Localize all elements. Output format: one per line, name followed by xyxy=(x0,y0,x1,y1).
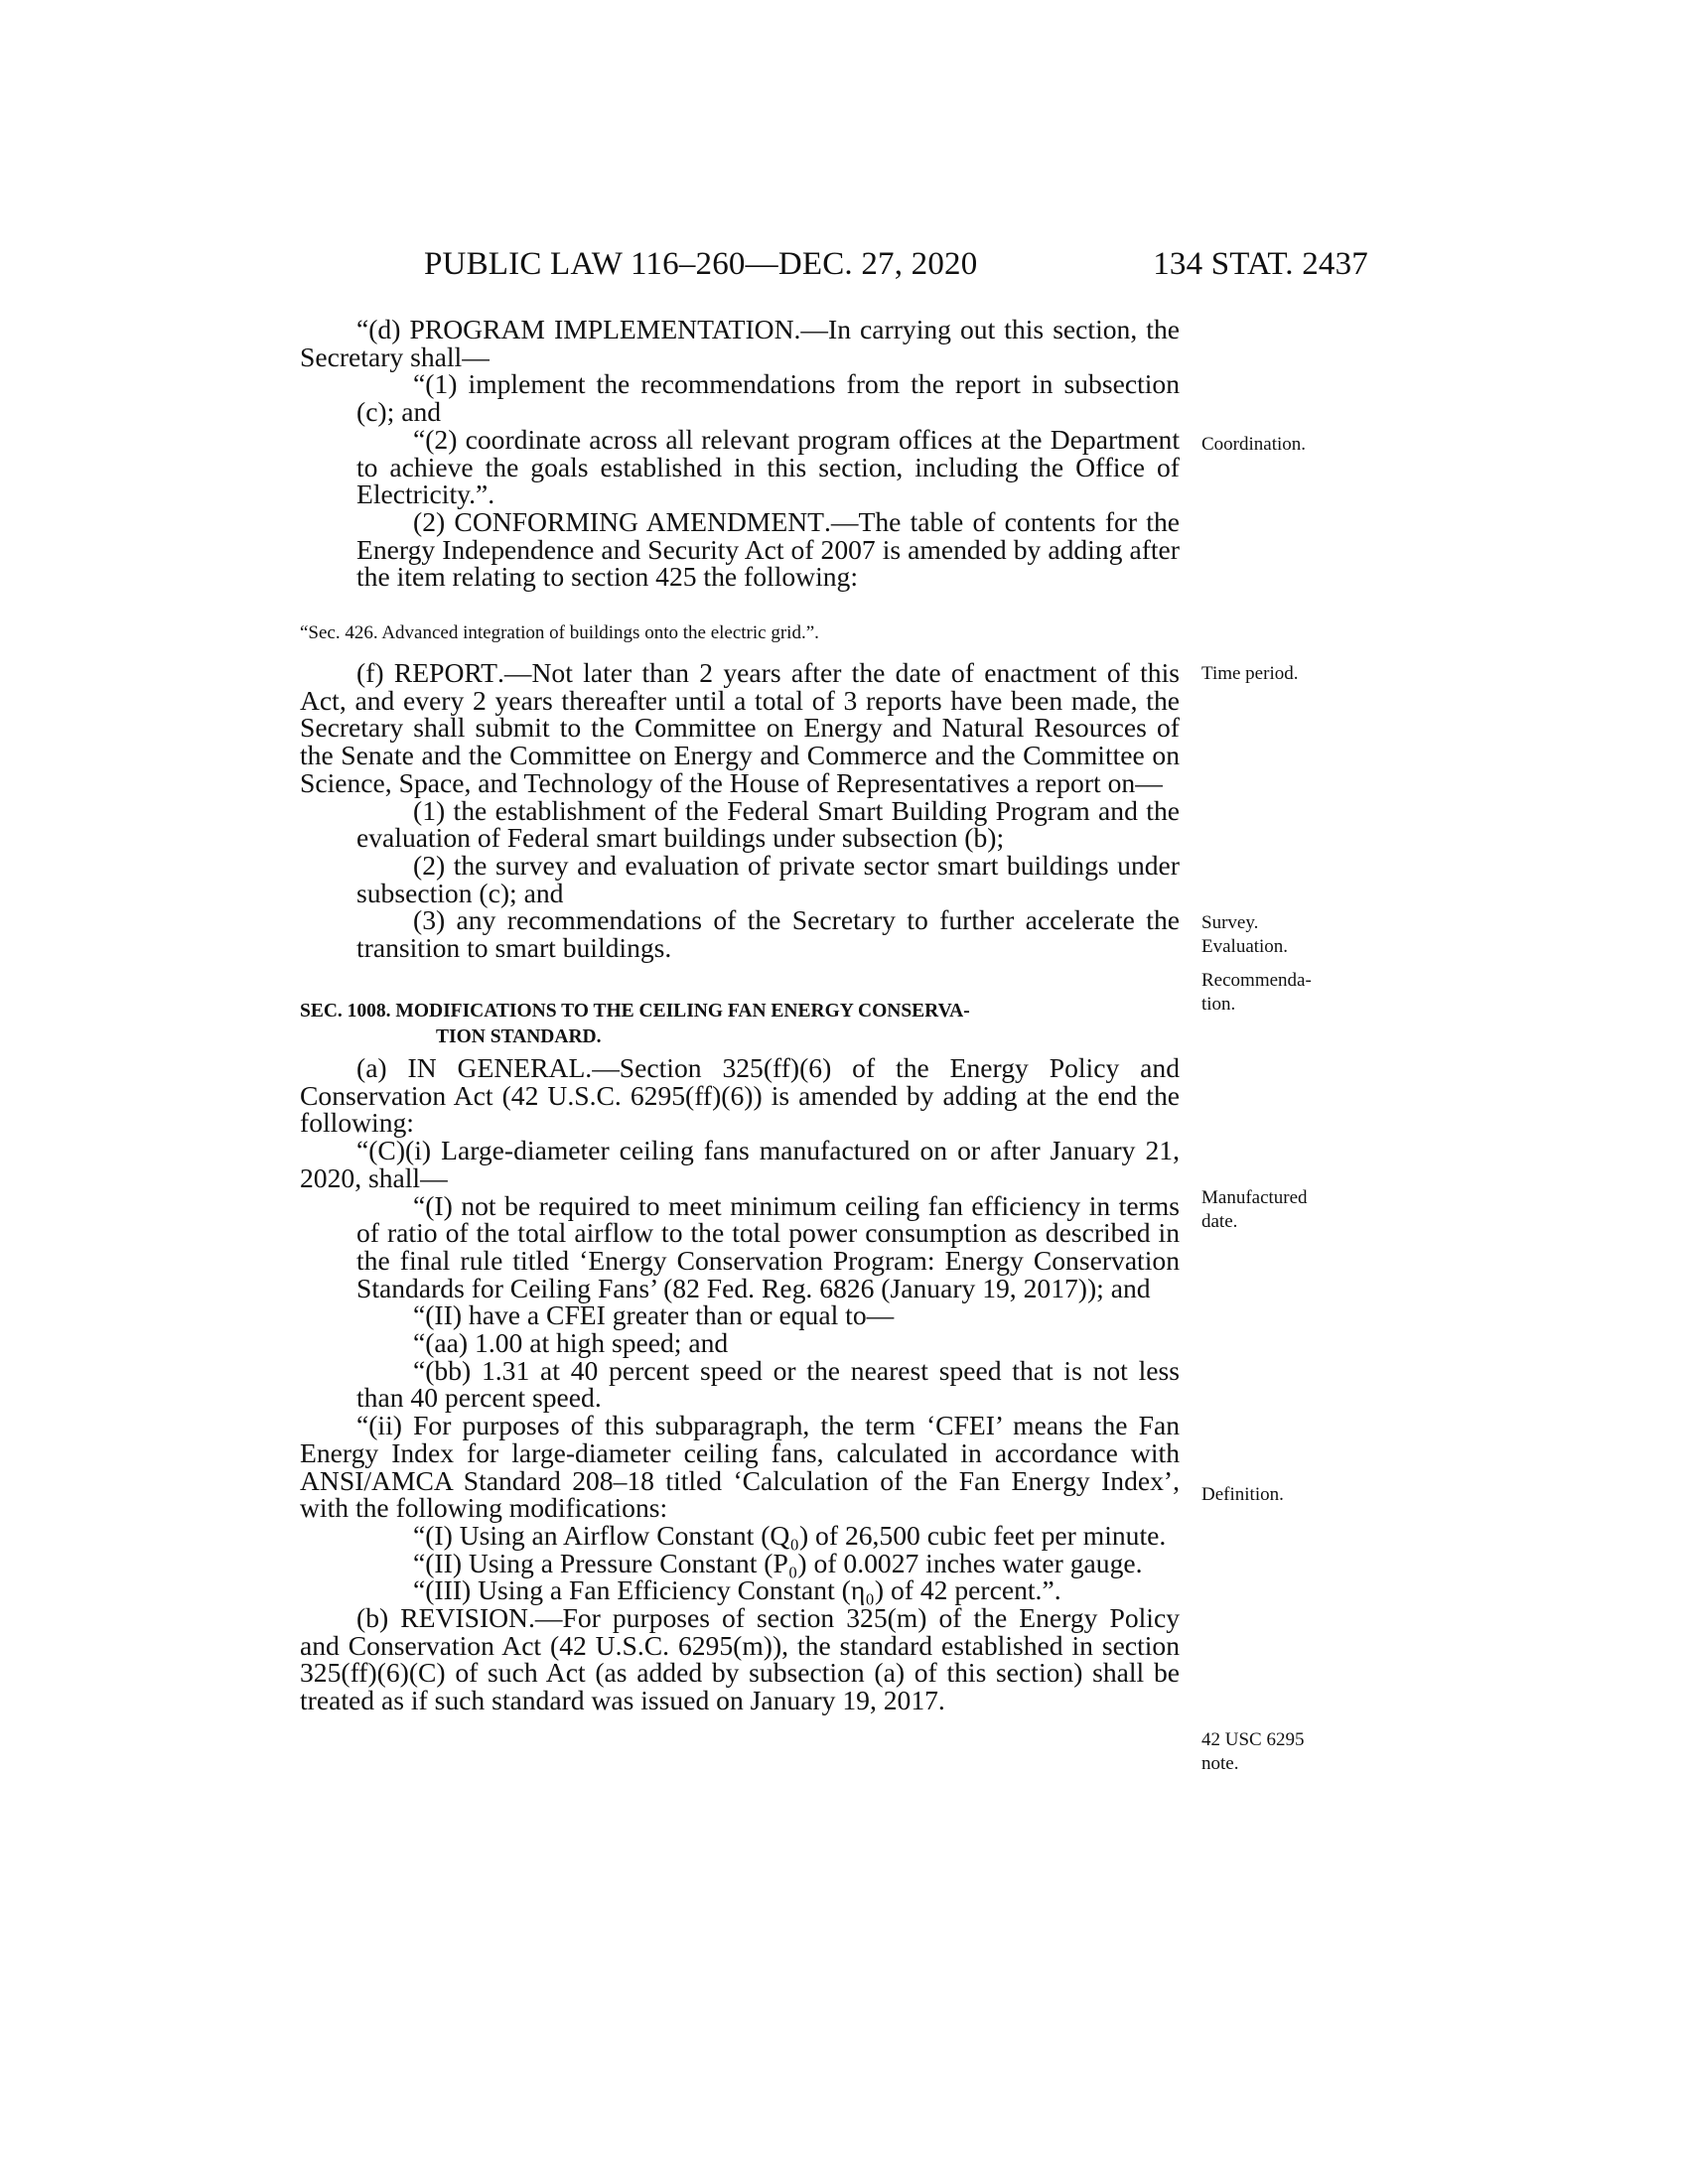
paragraph-high-speed: “(aa) 1.00 at high speed; and xyxy=(413,1327,729,1359)
paragraph-coordinate-offices: “(2) coordinate across all relevant program offices at the Department to achieve the goals established in this section, including the Office of Electricity.”. xyxy=(356,423,1180,510)
paragraph-cfei-greater: “(II) have a CFEI greater than or equal to— xyxy=(413,1299,895,1331)
paragraph-large-diameter-fans: “(C)(i) Large-diameter ceiling fans manufactured on or after January 21, 2020, shall— xyxy=(300,1135,1180,1193)
paragraph-report: (f) REPORT.—Not later than 2 years after the date of enactment of this Act, and every 2 years thereafter until a total of 3 reports have been made, the Secretary shall submit to the Committee on Energy and Natural Resources of the Senate and the Committee on Energy and Commerce and the Committee on Science, Space, and Technology of the House of Representatives a report on— xyxy=(300,657,1181,798)
section-heading-line-2: TION STANDARD. xyxy=(436,1026,602,1047)
paragraph-revision: (b) REVISION.—For purposes of section 325(m) of the Energy Policy and Conservation Act (42 U.S.C. 6295(m)), the standard established in section 325(ff)(6)(C) of such Act (as added by subsection (a) of this section) shall be treated as if such standard was issued on January 19, 2017. xyxy=(300,1602,1181,1716)
margin-note-manufactured-date: Manufactured date. xyxy=(1201,1187,1308,1232)
paragraph-fan-efficiency-constant: “(III) Using a Fan Efficiency Constant (η₀) of 42 percent.”. xyxy=(413,1574,1061,1606)
margin-note-recommendation: Recommenda- tion. xyxy=(1201,970,1312,1015)
paragraph-in-general: (a) IN GENERAL.—Section 325(ff)(6) of the Energy Policy and Conservation Act (42 U.S.C. 6295(ff)(6)) is amended by adding at the end the following: xyxy=(300,1052,1180,1139)
margin-note-coordination: Coordination. xyxy=(1201,434,1307,455)
margin-note-usc: 42 USC 6295 note. xyxy=(1201,1729,1305,1774)
section-heading xyxy=(300,999,1180,1050)
paragraph-conforming-amendment: (2) CONFORMING AMENDMENT.—The table of contents for the Energy Independence and Security Act of 2007 is amended by adding after the item relating to section 425 the following: xyxy=(356,505,1180,593)
paragraph-program-implementation: “(d) PROGRAM IMPLEMENTATION.—In carrying out this section, the Secretary shall— xyxy=(300,314,1180,372)
margin-note-time-period: Time period. xyxy=(1201,663,1299,684)
paragraph-not-required: “(I) not be required to meet minimum ceiling fan efficiency in terms of ratio of the total airflow to the total power consumption as described in the final rule titled ‘Energy Conservation Program: Energy Conservation Standards for Ceiling Fans’ (82 Fed. Reg. 6826 (January 19, 2017)); and xyxy=(356,1189,1180,1303)
paragraph-pressure-constant: “(II) Using a Pressure Constant (P₀) of 0.0027 inches water gauge. xyxy=(413,1547,1143,1578)
stat-page-number: 134 STAT. 2437 xyxy=(1153,246,1368,282)
page-header xyxy=(300,246,1368,286)
paragraph-report-item-1: (1) the establishment of the Federal Smart Building Program and the evaluation of Federal smart buildings under subsection (b); xyxy=(356,794,1180,854)
paragraph-implement-recommendations: “(1) implement the recommendations from the report in subsection (c); and xyxy=(356,368,1180,428)
toc-entry: “Sec. 426. Advanced integration of buildings onto the electric grid.”. xyxy=(300,622,819,643)
law-title: PUBLIC LAW 116–260—DEC. 27, 2020 xyxy=(424,246,978,282)
paragraph-report-item-2: (2) the survey and evaluation of private sector smart buildings under subsection (c); and xyxy=(356,849,1180,908)
paragraph-airflow-constant: “(I) Using an Airflow Constant (Q₀) of 26,500 cubic feet per minute. xyxy=(413,1519,1167,1551)
paragraph-report-item-3: (3) any recommendations of the Secretary to further accelerate the transition to smart buildings. xyxy=(356,904,1180,964)
report-block xyxy=(300,659,1180,962)
ceiling-fan-block xyxy=(300,1054,1180,1714)
margin-note-survey: Survey. Evaluation. xyxy=(1201,912,1289,957)
program-implementation-block xyxy=(300,316,1180,591)
paragraph-cfei-definition: “(ii) For purposes of this subparagraph, the term ‘CFEI’ means the Fan Energy Index for large-diameter ceiling fans, calculated in accordance with ANSI/AMCA Standard 208–18 titled ‘Calculation of the Fan Energy Index’, with the following modifications: xyxy=(300,1410,1180,1524)
section-heading-line-1: SEC. 1008. MODIFICATIONS TO THE CEILING FAN ENERGY CONSERVA- xyxy=(300,1001,970,1022)
margin-note-definition: Definition. xyxy=(1201,1484,1284,1505)
paragraph-40-percent-speed: “(bb) 1.31 at 40 percent speed or the nearest speed that is not less than 40 percent speed. xyxy=(356,1354,1180,1414)
